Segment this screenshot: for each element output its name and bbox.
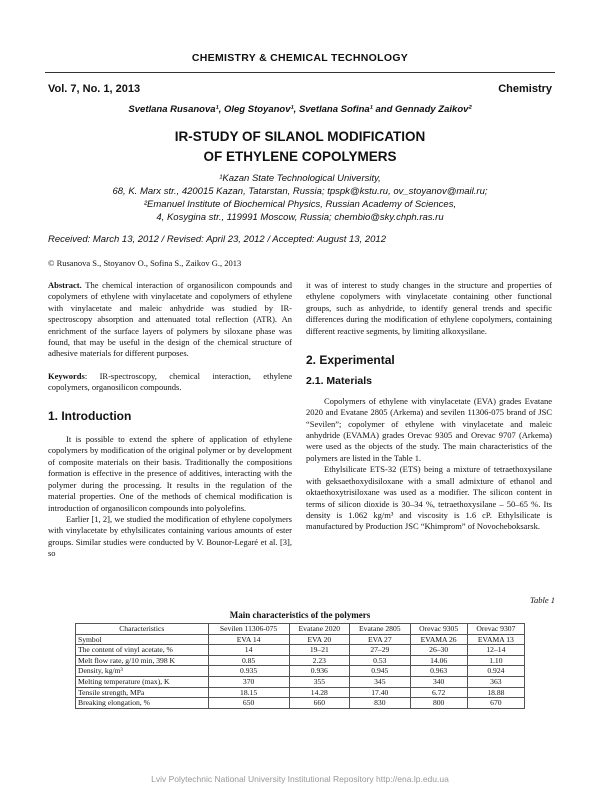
table-header-cell: Evatane 2020 bbox=[289, 624, 349, 635]
table-header-cell: Evatane 2805 bbox=[350, 624, 410, 635]
copyright: © Rusanova S., Stoyanov O., Sofina S., Zaikov G., 2013 bbox=[48, 258, 242, 268]
table-row bbox=[76, 676, 525, 687]
table-header-cell: Orevac 9305 bbox=[410, 624, 467, 635]
header-divider bbox=[45, 72, 555, 73]
materials-paragraph-2: Ethylsilicate ETS-32 (ETS) being a mixture of tetraethoxysilane with geksaethoxydisiloxane with a small admixture of ethanol and oktaethoxytrisiloxane was used as a modifier. The silicon content in terms of silicon dioxide is 30–34 %, tetraethoxysilane – 50–65 %. Its density is 1.062 kg/m³ and viscosity is 1.6 cP. Ethylsilicate is manufactured by Production JSC “Khimprom” of Novocheboksarsk. bbox=[306, 464, 552, 532]
table-cell: 830 bbox=[350, 698, 410, 709]
table-cell: Density, kg/m³ bbox=[76, 666, 209, 677]
publication-dates: Received: March 13, 2012 / Revised: April 23, 2012 / Accepted: August 13, 2012 bbox=[48, 234, 386, 245]
table-cell: 18.15 bbox=[208, 687, 289, 698]
abstract-text: The chemical interaction of organosilicon compounds and copolymers of ethylene with vinylacetate and copolymers of ethylene with vinylacetate and maleic anhydride was studied by IR-spectroscopy absorption and attenuated total reflection (ATR). An enrichment of the surface layers of polymers by siloxane phase was found, that may be useful in the design of the chemical structure of adhesive materials for different purposes. bbox=[48, 280, 292, 359]
keywords bbox=[48, 371, 292, 394]
table-cell: 14.06 bbox=[410, 655, 467, 666]
affiliation-line: 68, K. Marx str., 420015 Kazan, Tatarstan, Russia; tpspk@kstu.ru, ov_stoyanov@mail.ru; bbox=[112, 186, 488, 197]
table-cell: EVA 14 bbox=[208, 634, 289, 645]
table-cell: 0.945 bbox=[350, 666, 410, 677]
table-cell: 27–29 bbox=[350, 645, 410, 656]
table-cell: Symbol bbox=[76, 634, 209, 645]
section-heading-experimental: 2. Experimental bbox=[306, 353, 395, 368]
table-header-cell: Orevac 9307 bbox=[467, 624, 524, 635]
table-cell: 14 bbox=[208, 645, 289, 656]
table-cell: 14.28 bbox=[289, 687, 349, 698]
table-cell: 1.10 bbox=[467, 655, 524, 666]
table-row bbox=[76, 687, 525, 698]
table-cell: 0.935 bbox=[208, 666, 289, 677]
table-cell: 0.963 bbox=[410, 666, 467, 677]
paper-title-line-1: IR-STUDY OF SILANOL MODIFICATION bbox=[174, 129, 426, 144]
table-cell: 26–30 bbox=[410, 645, 467, 656]
table-cell: 2.23 bbox=[289, 655, 349, 666]
table-cell: EVAMA 26 bbox=[410, 634, 467, 645]
table-row bbox=[76, 666, 525, 677]
table-cell: EVAMA 13 bbox=[467, 634, 524, 645]
left-column bbox=[48, 280, 292, 560]
paper-title-line-2: OF ETHYLENE COPOLYMERS bbox=[203, 149, 397, 164]
table-cell: 800 bbox=[410, 698, 467, 709]
table-label: Table 1 bbox=[530, 595, 555, 605]
section-heading-introduction: 1. Introduction bbox=[48, 408, 132, 423]
repository-footer: Lviv Polytechnic National University Institutional Repository http://ena.lp.edu.ua bbox=[151, 774, 449, 784]
affiliation-line: 4, Kosygina str., 119991 Moscow, Russia; chembio@sky.chph.ras.ru bbox=[156, 212, 444, 223]
table-cell: 19–21 bbox=[289, 645, 349, 656]
table-cell: 0.85 bbox=[208, 655, 289, 666]
table-header-row bbox=[76, 624, 525, 635]
characteristics-table bbox=[75, 623, 525, 709]
table-cell: 355 bbox=[289, 676, 349, 687]
table-cell: 370 bbox=[208, 676, 289, 687]
table-cell: 17.40 bbox=[350, 687, 410, 698]
table-cell: 0.53 bbox=[350, 655, 410, 666]
table-cell: 18.88 bbox=[467, 687, 524, 698]
keywords-label: Keywords bbox=[48, 370, 85, 381]
table-cell: EVA 27 bbox=[350, 634, 410, 645]
table-header-cell: Sevilen 11306-075 bbox=[208, 624, 289, 635]
affiliation-line: ²Emanuel Institute of Biochemical Physics, Russian Academy of Sciences, bbox=[143, 199, 457, 210]
table-header-cell: Characteristics bbox=[76, 624, 209, 635]
table-cell: 363 bbox=[467, 676, 524, 687]
volume-info: Vol. 7, No. 1, 2013 bbox=[48, 83, 141, 95]
table-cell: 0.936 bbox=[289, 666, 349, 677]
table-row bbox=[76, 698, 525, 709]
table-row bbox=[76, 655, 525, 666]
table-cell: Breaking elongation, % bbox=[76, 698, 209, 709]
table-row bbox=[76, 645, 525, 656]
materials-paragraph-1: Copolymers of ethylene with vinylacetate (EVA) grades Evatane 2020 and Evatane 2805 (Arkema) and sevilen 11306-075 brand of JSC “Sevilen”; copolymer of ethylene with vinylacetate and maleic anhydride (EVAMA) grades Orevac 9305 and Orevac 9707 (Arkema) were used as the objects of the study. The main characteristics of the polymers are listed in the Table 1. bbox=[306, 395, 552, 463]
table-row bbox=[76, 634, 525, 645]
right-column bbox=[306, 280, 552, 533]
table-cell: EVA 20 bbox=[289, 634, 349, 645]
abstract bbox=[48, 280, 292, 360]
table-cell: 6.72 bbox=[410, 687, 467, 698]
table-cell: 670 bbox=[467, 698, 524, 709]
intro-paragraph-2: Earlier [1, 2], we studied the modification of ethylene copolymers with vinylacetate by ethylsilicates containing various amounts of ester groups. Similar studies were conducted by V. Bounor-Legaré et al. [3], so bbox=[48, 513, 292, 559]
table-title: Main characteristics of the polymers bbox=[229, 610, 371, 620]
table-cell: 12–14 bbox=[467, 645, 524, 656]
journal-name: CHEMISTRY & CHEMICAL TECHNOLOGY bbox=[191, 52, 409, 64]
intro-paragraph-1: It is possible to extend the sphere of application of ethylene copolymers by modification of the original polymer or by development of composite materials on their basis. Traditionally the compositions formation is effective in the presence of additives, interacting with the polymer during the processing. It results in the regulation of the material properties. One of the methods of chemical modification is introduction of organosilicon compounds into polyolefins. bbox=[48, 434, 292, 513]
section-name: Chemistry bbox=[498, 83, 552, 95]
table-cell: Tensile strength, MPa bbox=[76, 687, 209, 698]
abstract-label: Abstract. bbox=[48, 280, 82, 290]
table-cell: 345 bbox=[350, 676, 410, 687]
table-cell: 340 bbox=[410, 676, 467, 687]
table-cell: 0.924 bbox=[467, 666, 524, 677]
table-cell: 660 bbox=[289, 698, 349, 709]
intro-continuation: it was of interest to study changes in the structure and properties of ethylene copolymers with vinylacetate containing other functional groups, such as anhydride, to identify general trends and specific differences during the modification of ethylene copolymers, containing different reactive segments, by limiting alkoxysilane. bbox=[306, 280, 552, 336]
affiliation-line: ¹Kazan State Technological University, bbox=[219, 173, 381, 184]
table-cell: 650 bbox=[208, 698, 289, 709]
table-cell: Melt flow rate, g/10 min, 398 K bbox=[76, 655, 209, 666]
authors: Svetlana Rusanova¹, Oleg Stoyanov¹, Svetlana Sofina¹ and Gennady Zaikov² bbox=[128, 104, 472, 115]
keywords-text: : IR-spectroscopy, chemical interaction, ethylene copolymers, organosilicon compounds. bbox=[48, 370, 292, 393]
subsection-heading-materials: 2.1. Materials bbox=[306, 375, 372, 388]
table-cell: The content of vinyl acetate, % bbox=[76, 645, 209, 656]
table-cell: Melting temperature (max), K bbox=[76, 676, 209, 687]
